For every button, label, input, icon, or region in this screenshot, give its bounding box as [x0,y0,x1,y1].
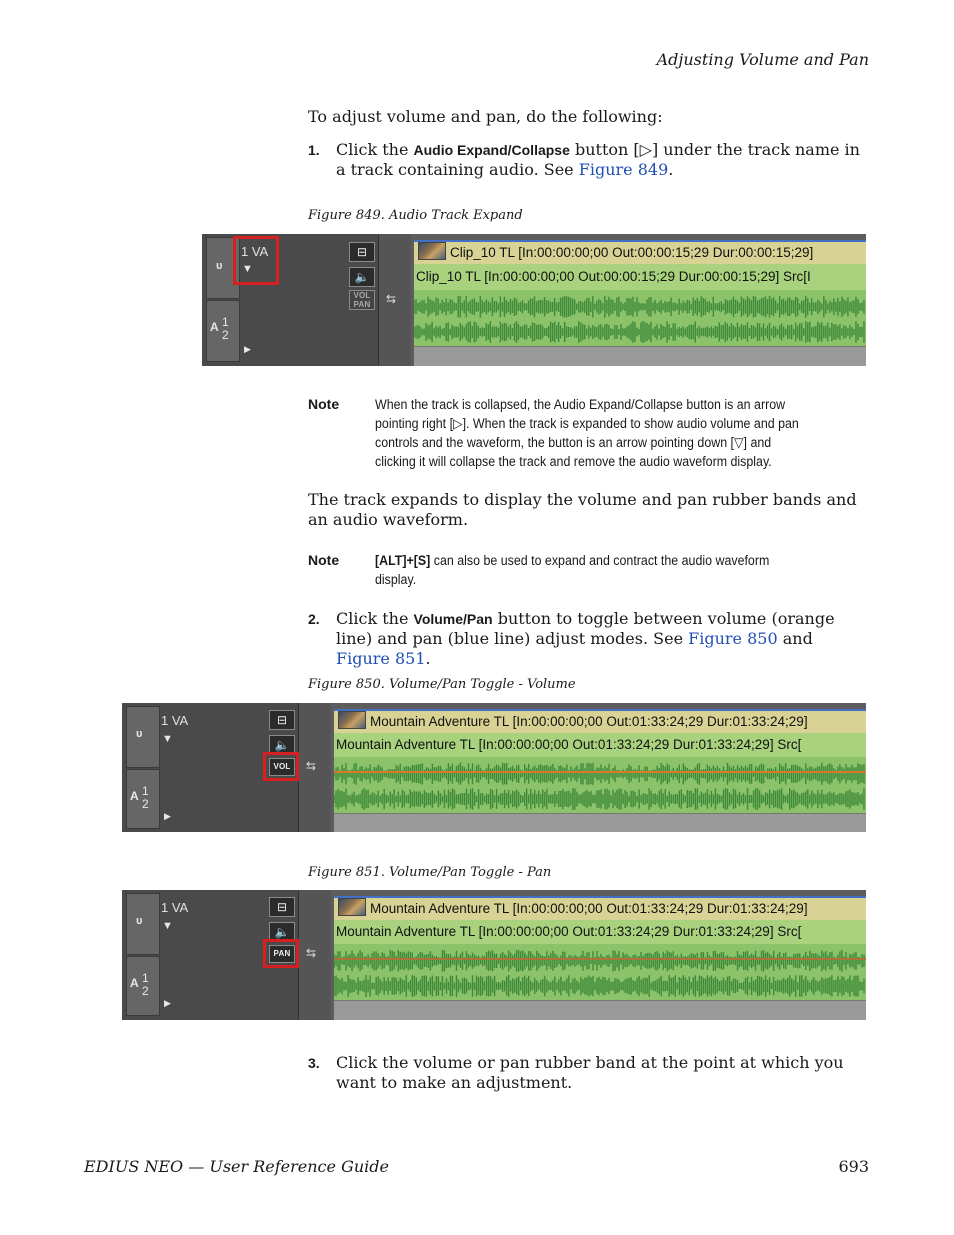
text-run: Click the [336,609,414,628]
timeline-scrollbar[interactable] [334,813,866,832]
volume-pan-toggle-button[interactable]: VOL [269,758,295,776]
audio-track-letter: A [130,976,139,990]
expand-arrow-down-icon[interactable]: ▼ [162,920,173,932]
sync-arrows-icon[interactable]: ⇆ [306,759,317,773]
clip-label: Mountain Adventure TL [In:00:00:00;00 Out:01:33:24;29 Dur:01:33:24;29] [370,901,808,916]
audio-channel-numbers: 1 2 [142,784,149,811]
volume-rubber-band[interactable] [334,771,866,773]
clip-label: Clip_10 TL [In:00:00:00;00 Out:00:00:15;29 Dur:00:00:15;29] [450,245,814,260]
audio-channel-numbers: 1 2 [222,315,229,342]
pan-rubber-band[interactable] [334,958,866,960]
speaker-icon[interactable]: 🔈 [269,735,295,755]
clip-thumbnail [418,242,446,260]
lock-icon[interactable]: ᴜ [216,260,223,272]
ui-term: Audio Expand/Collapse [413,142,570,158]
waveform-graphic [334,757,866,813]
sync-arrows-icon[interactable]: ⇆ [386,292,397,306]
speaker-icon[interactable]: 🔈 [269,922,295,942]
text-run: button [▷] under the track name in a track containing audio. See [336,140,860,179]
text-run: and [777,629,813,648]
timeline-scrollbar[interactable] [414,346,866,366]
note-text: When the track is collapsed, the Audio Expand/Collapse button is an arrow pointing right [▷]. When the track is expanded to show audio volume and pan controls and the waveform, the button is an arrow pointing down [▽] and clicking it will collapse the track and remove the audio waveform display. [375,397,799,469]
figure-link[interactable]: Figure 849 [578,160,669,179]
page-number: 693 [838,1157,869,1176]
step-text: Click the volume or pan rubber band at the point at which you want to make an adjustment. [336,1053,844,1092]
video-mute-icon[interactable]: ⊟ [349,242,375,262]
text-run: . [425,649,431,668]
figure-caption: Figure 849. Audio Track Expand [308,208,523,223]
text-run: can also be used to expand and contract the audio waveform display. [375,553,770,587]
audio-waveform[interactable] [334,757,866,813]
vol-pan-button[interactable]: VOL PAN [349,290,375,310]
audio-clip-title[interactable]: Mountain Adventure TL [In:00:00:00;00 Out:01:33:24;29 Dur:01:33:24;29] Src[ [334,733,866,757]
collapse-arrow-right-icon[interactable]: ▶ [164,811,171,821]
step-3 [308,1053,870,1093]
ui-term: Volume/Pan [413,611,493,627]
note-label: Note [308,396,340,412]
video-clip[interactable] [414,240,866,264]
text-run: Click the [336,140,414,159]
figure-link[interactable]: Figure 850 [688,629,778,648]
audio-waveform[interactable] [414,290,866,346]
figure-caption: Figure 851. Volume/Pan Toggle - Pan [308,865,552,880]
video-mute-icon[interactable]: ⊟ [269,897,295,917]
lock-icon[interactable]: ᴜ [136,728,143,740]
step-number: 1. [308,142,320,158]
step-2 [308,609,870,669]
keyboard-shortcut: [ALT]+[S] [375,553,431,568]
track-name: 1 VA [161,713,189,728]
track-name: 1 VA [161,900,189,915]
highlight-box [263,939,299,968]
clip-thumbnail [338,711,366,729]
figure-850-timeline [122,703,866,832]
video-clip[interactable] [334,896,866,920]
figure-851-timeline [122,890,866,1020]
audio-channel-numbers: 1 2 [142,971,149,998]
audio-waveform[interactable] [334,944,866,1000]
video-clip[interactable] [334,709,866,733]
intro-text: To adjust volume and pan, do the following: [308,107,663,126]
clip-label: Mountain Adventure TL [In:00:00:00;00 Out:01:33:24;29 Dur:01:33:24;29] [370,714,808,729]
expand-arrow-down-icon[interactable]: ▼ [162,733,173,745]
lock-icon[interactable]: ᴜ [136,915,143,927]
figure-849-timeline [202,234,866,366]
track-name: 1 VA [241,244,269,259]
step-text [336,609,870,669]
step-1 [308,140,870,180]
note-label: Note [308,552,340,568]
step-text [336,140,870,180]
step-number: 2. [308,611,320,627]
collapse-arrow-right-icon[interactable]: ▶ [164,998,171,1008]
audio-clip-title[interactable]: Clip_10 TL [In:00:00:00;00 Out:00:00:15;29 Dur:00:00:15;29] Src[I [414,264,866,290]
figure-link[interactable]: Figure 851 [336,649,426,668]
video-mute-icon[interactable]: ⊟ [269,710,295,730]
footer-title: EDIUS NEO — User Reference Guide [84,1157,389,1176]
waveform-graphic [414,290,866,346]
track-side-video [126,893,160,955]
highlight-box [233,236,279,285]
sync-arrows-icon[interactable]: ⇆ [306,946,317,960]
expand-arrow-down-icon[interactable]: ▼ [242,263,253,275]
note-text [375,551,812,589]
collapse-arrow-right-icon[interactable]: ▶ [244,344,251,354]
clip-thumbnail [338,898,366,916]
highlight-box [263,752,299,781]
track-side-video [126,706,160,768]
audio-track-letter: A [130,789,139,803]
paragraph: The track expands to display the volume and pan rubber bands and an audio waveform. [308,490,857,529]
audio-clip-title[interactable]: Mountain Adventure TL [In:00:00:00;00 Out:01:33:24;29 Dur:01:33:24;29] Src[ [334,920,866,944]
text-run: button to toggle between volume (orange line) and pan (blue line) adjust modes. See [336,609,835,648]
figure-caption: Figure 850. Volume/Pan Toggle - Volume [308,677,576,692]
step-number: 3. [308,1055,320,1071]
speaker-icon[interactable]: 🔈 [349,267,375,287]
waveform-graphic [334,944,866,1000]
timeline-scrollbar[interactable] [334,1000,866,1020]
volume-pan-toggle-button[interactable]: PAN [269,945,295,963]
running-header: Adjusting Volume and Pan [656,50,869,69]
audio-track-letter: A [210,320,219,334]
text-run: . [668,160,674,179]
